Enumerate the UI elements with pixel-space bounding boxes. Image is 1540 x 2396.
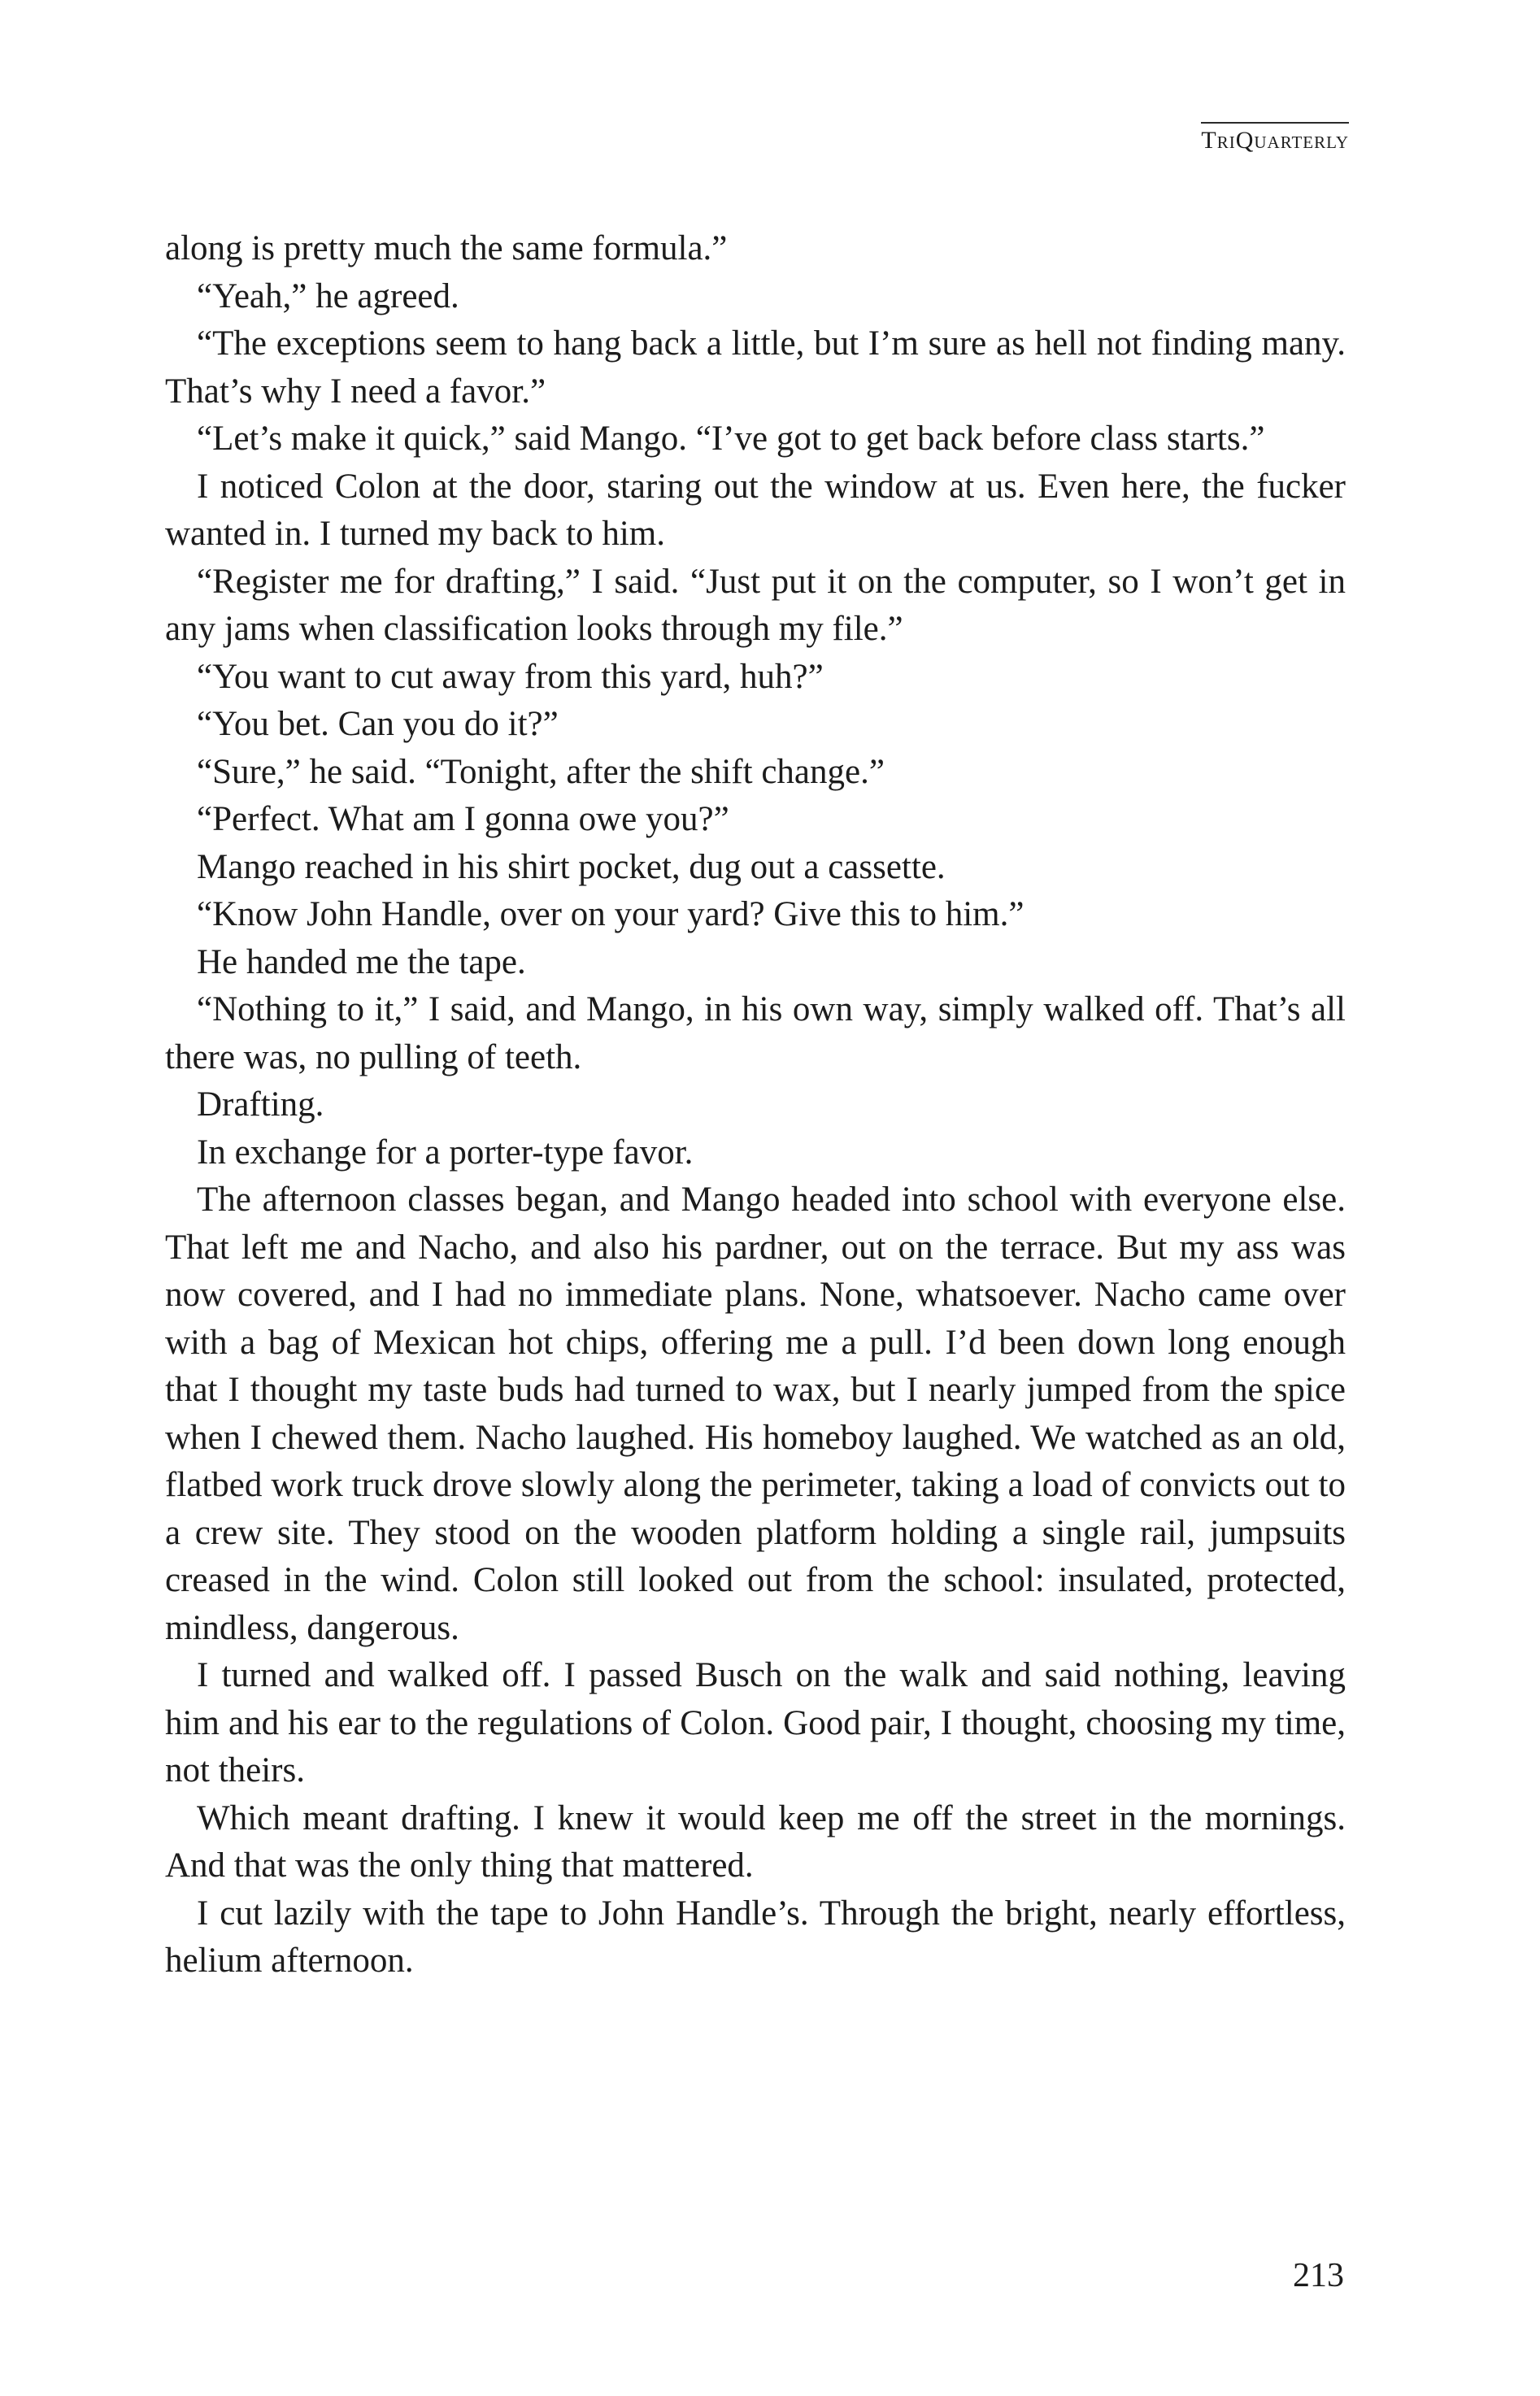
paragraph: “Perfect. What am I gonna owe you?” xyxy=(197,800,729,838)
paragraph: I noticed Colon at the door, staring out the window at us. Even here, the fucker wanted in. I turned my back to him. xyxy=(165,467,1346,553)
running-head: TriQuarterly xyxy=(1201,122,1349,153)
paragraph: “You bet. Can you do it?” xyxy=(197,705,559,743)
page-number: 213 xyxy=(1293,2257,1344,2294)
paragraph: He handed me the tape. xyxy=(197,942,526,981)
paragraph: “The exceptions seem to hang back a little, but I’m sure as hell not finding many. That’s why I need a favor.” xyxy=(165,324,1346,411)
paragraph: “Let’s make it quick,” said Mango. “I’ve got to get back before class starts.” xyxy=(197,420,1265,458)
paragraph: along is pretty much the same formula.” xyxy=(165,229,728,267)
paragraph: “Know John Handle, over on your yard? Give this to him.” xyxy=(197,895,1024,933)
paragraph: In exchange for a porter-type favor. xyxy=(197,1133,694,1172)
paragraph: “Sure,” he said. “Tonight, after the shift change.” xyxy=(197,752,885,791)
paragraph: Drafting. xyxy=(197,1085,324,1124)
paragraph: The afternoon classes began, and Mango headed into school with everyone else. That left me and Nacho, and also his pardner, out on the terrace. But my ass was now covered, and I had no immediate plans. None, whatsoever. Nacho came over with a bag of Mexican hot chips, offering me a pull. I’d been down long enough that I thought my taste buds had turned to wax, but I nearly jumped from the spice when I chewed them. Nacho laughed. His homeboy laughed. We watched as an old, flatbed work truck drove slowly along the perimeter, taking a load of convicts out to a crew site. They stood on the wooden platform holding a single rail, jumpsuits creased in the wind. Colon still looked out from the school: insulated, protected, mindless, dangerous. xyxy=(165,1181,1346,1647)
paragraph: Which meant drafting. I knew it would keep me off the street in the mornings. And that was the only thing that mattered. xyxy=(165,1798,1346,1885)
paragraph: “You want to cut away from this yard, huh?” xyxy=(197,657,824,696)
paragraph: “Nothing to it,” I said, and Mango, in his own way, simply walked off. That’s all there was, no pulling of teeth. xyxy=(165,990,1346,1076)
paragraph: “Register me for drafting,” I said. “Just put it on the computer, so I won’t get in any jams when classification looks through my file.” xyxy=(165,562,1346,648)
paragraph: “Yeah,” he agreed. xyxy=(197,276,459,315)
paragraph: I turned and walked off. I passed Busch on the walk and said nothing, leaving him and his ear to the regulations of Colon. Good pair, I thought, choosing my time, not theirs. xyxy=(165,1656,1346,1789)
body-text xyxy=(165,225,1346,1985)
paragraph: Mango reached in his shirt pocket, dug out a cassette. xyxy=(197,847,946,886)
paragraph: I cut lazily with the tape to John Handle’s. Through the bright, nearly effortless, helium afternoon. xyxy=(165,1894,1346,1980)
